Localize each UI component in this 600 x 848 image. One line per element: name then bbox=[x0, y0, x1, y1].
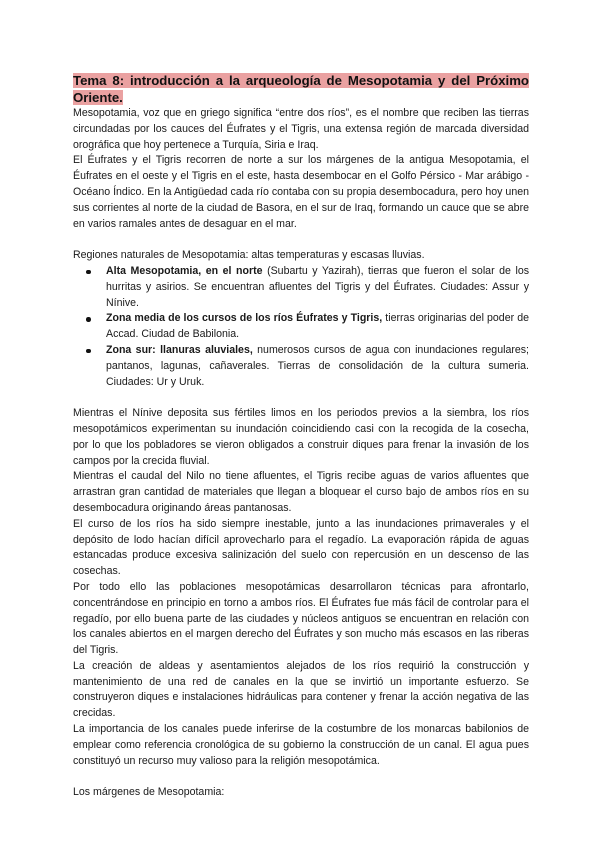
body-paragraph-2: Mientras el caudal del Nilo no tiene afluentes, el Tigris recibe aguas de varios afluentes que arrastran gran cantidad de materiales que llegan a bloquear el curso bajo de ambos ríos en su desembocadura originando áreas pantanosas. bbox=[73, 470, 529, 514]
title-highlight: Tema 8: introducción a la arqueología de Mesopotamia y del Próximo Oriente. bbox=[73, 73, 529, 105]
spacer bbox=[73, 232, 529, 248]
regions-list bbox=[73, 264, 529, 390]
region-description: tierras originarias del poder de Accad. Ciudad de Babilonia. bbox=[106, 312, 529, 341]
body-paragraph-1: Mientras el Nínive deposita sus fértiles limos en los periodos previos a la siembra, los ríos mesopotámicos experimentan su inundación coincidiendo casi con la recogida de la cosecha, por lo que los pobladores se vieron obligados a construir diques para frenar la invasión de los campos por la crecida fluvial. bbox=[73, 407, 529, 467]
body-paragraph-4: Por todo ello las poblaciones mesopotámicas desarrollaron técnicas para afrontarlo, concentrándose en principio en torno a ambos ríos. El Éufrates fue más fácil de controlar para el regadío, por ello buena parte de las ciudades y núcleos antiguos se encuentran en relación con los canales abiertos en el margen derecho del Éufrates y son mucho más escasos en las riberas del Tigris. bbox=[73, 580, 529, 657]
region-description: (Subartu y Yazirah), tierras que fueron el solar de los hurritas y asirios. Se encuentran afluentes del Tigris y del Éufrates. Ciudades: Assur y Nínive. bbox=[106, 264, 530, 309]
body-paragraph-6: La importancia de los canales puede inferirse de la costumbre de los monarcas babilonios de emplear como referencia cronológica de su gobierno la construcción de un canal. El agua pues constituyó un recurso muy valioso para la religión mesopotámica. bbox=[73, 723, 529, 767]
list-item bbox=[106, 264, 529, 311]
intro-paragraph-2: El Éufrates y el Tigris recorren de norte a sur los márgenes de la antigua Mesopotamia, el Éufrates en el oeste y el Tigris en el este, hasta desembocar en el Golfo Pérsico - Mar arábigo - Océano Índico. En la Antigüedad cada río contaba con su propia desembocadura, pero hoy unen sus corrientes al norte de la ciudad de Basora, en el sur de Iraq, formando un cauce que se abre en varios ramales antes de desaguar en el mar. bbox=[73, 154, 529, 230]
list-item bbox=[106, 343, 529, 390]
page-title bbox=[73, 72, 529, 106]
body-paragraph-3: El curso de los ríos ha sido siempre inestable, junto a las inundaciones primaverales y el depósito de lodo hacían difícil aprovecharlo para el regadío. La evaporación rápida de aguas estancadas produce excesiva salinización del suelo con repercusión en un descenso de las cosechas. bbox=[73, 517, 529, 578]
document-page bbox=[73, 72, 529, 801]
intro-paragraph-1: Mesopotamia, voz que en griego significa “entre dos ríos”, es el nombre que reciben las tierras circundadas por los cauces del Éufrates y el Tigris, una extensa región de marcada diversidad orográfica que hoy pertenece a Turquía, Siria e Iraq. bbox=[73, 107, 529, 151]
regions-heading: Regiones naturales de Mesopotamia: altas temperaturas y escasas lluvias. bbox=[73, 249, 425, 262]
region-description: numerosos cursos de agua con inundaciones regulares; pantanos, lagunas, cañaverales. Tierras de consolidación de la cultura sumeria. Ciudades: Ur y Uruk. bbox=[106, 343, 529, 388]
region-name: Alta Mesopotamia, en el norte bbox=[106, 264, 263, 277]
spacer bbox=[73, 390, 529, 406]
list-item bbox=[106, 311, 529, 343]
region-name: Zona sur: llanuras aluviales, bbox=[106, 343, 253, 356]
spacer bbox=[73, 769, 529, 785]
region-name: Zona media de los cursos de los ríos Éufrates y Tigris, bbox=[106, 312, 383, 325]
closing-line: Los márgenes de Mesopotamia: bbox=[73, 786, 225, 799]
body-paragraph-5: La creación de aldeas y asentamientos alejados de los ríos requirió la construcción y mantenimiento de una red de canales en la que se invirtió un importante esfuerzo. Se construyeron diques e instalaciones hidráulicas para contener y frenar la acción negativa de las crecidas. bbox=[73, 659, 529, 720]
